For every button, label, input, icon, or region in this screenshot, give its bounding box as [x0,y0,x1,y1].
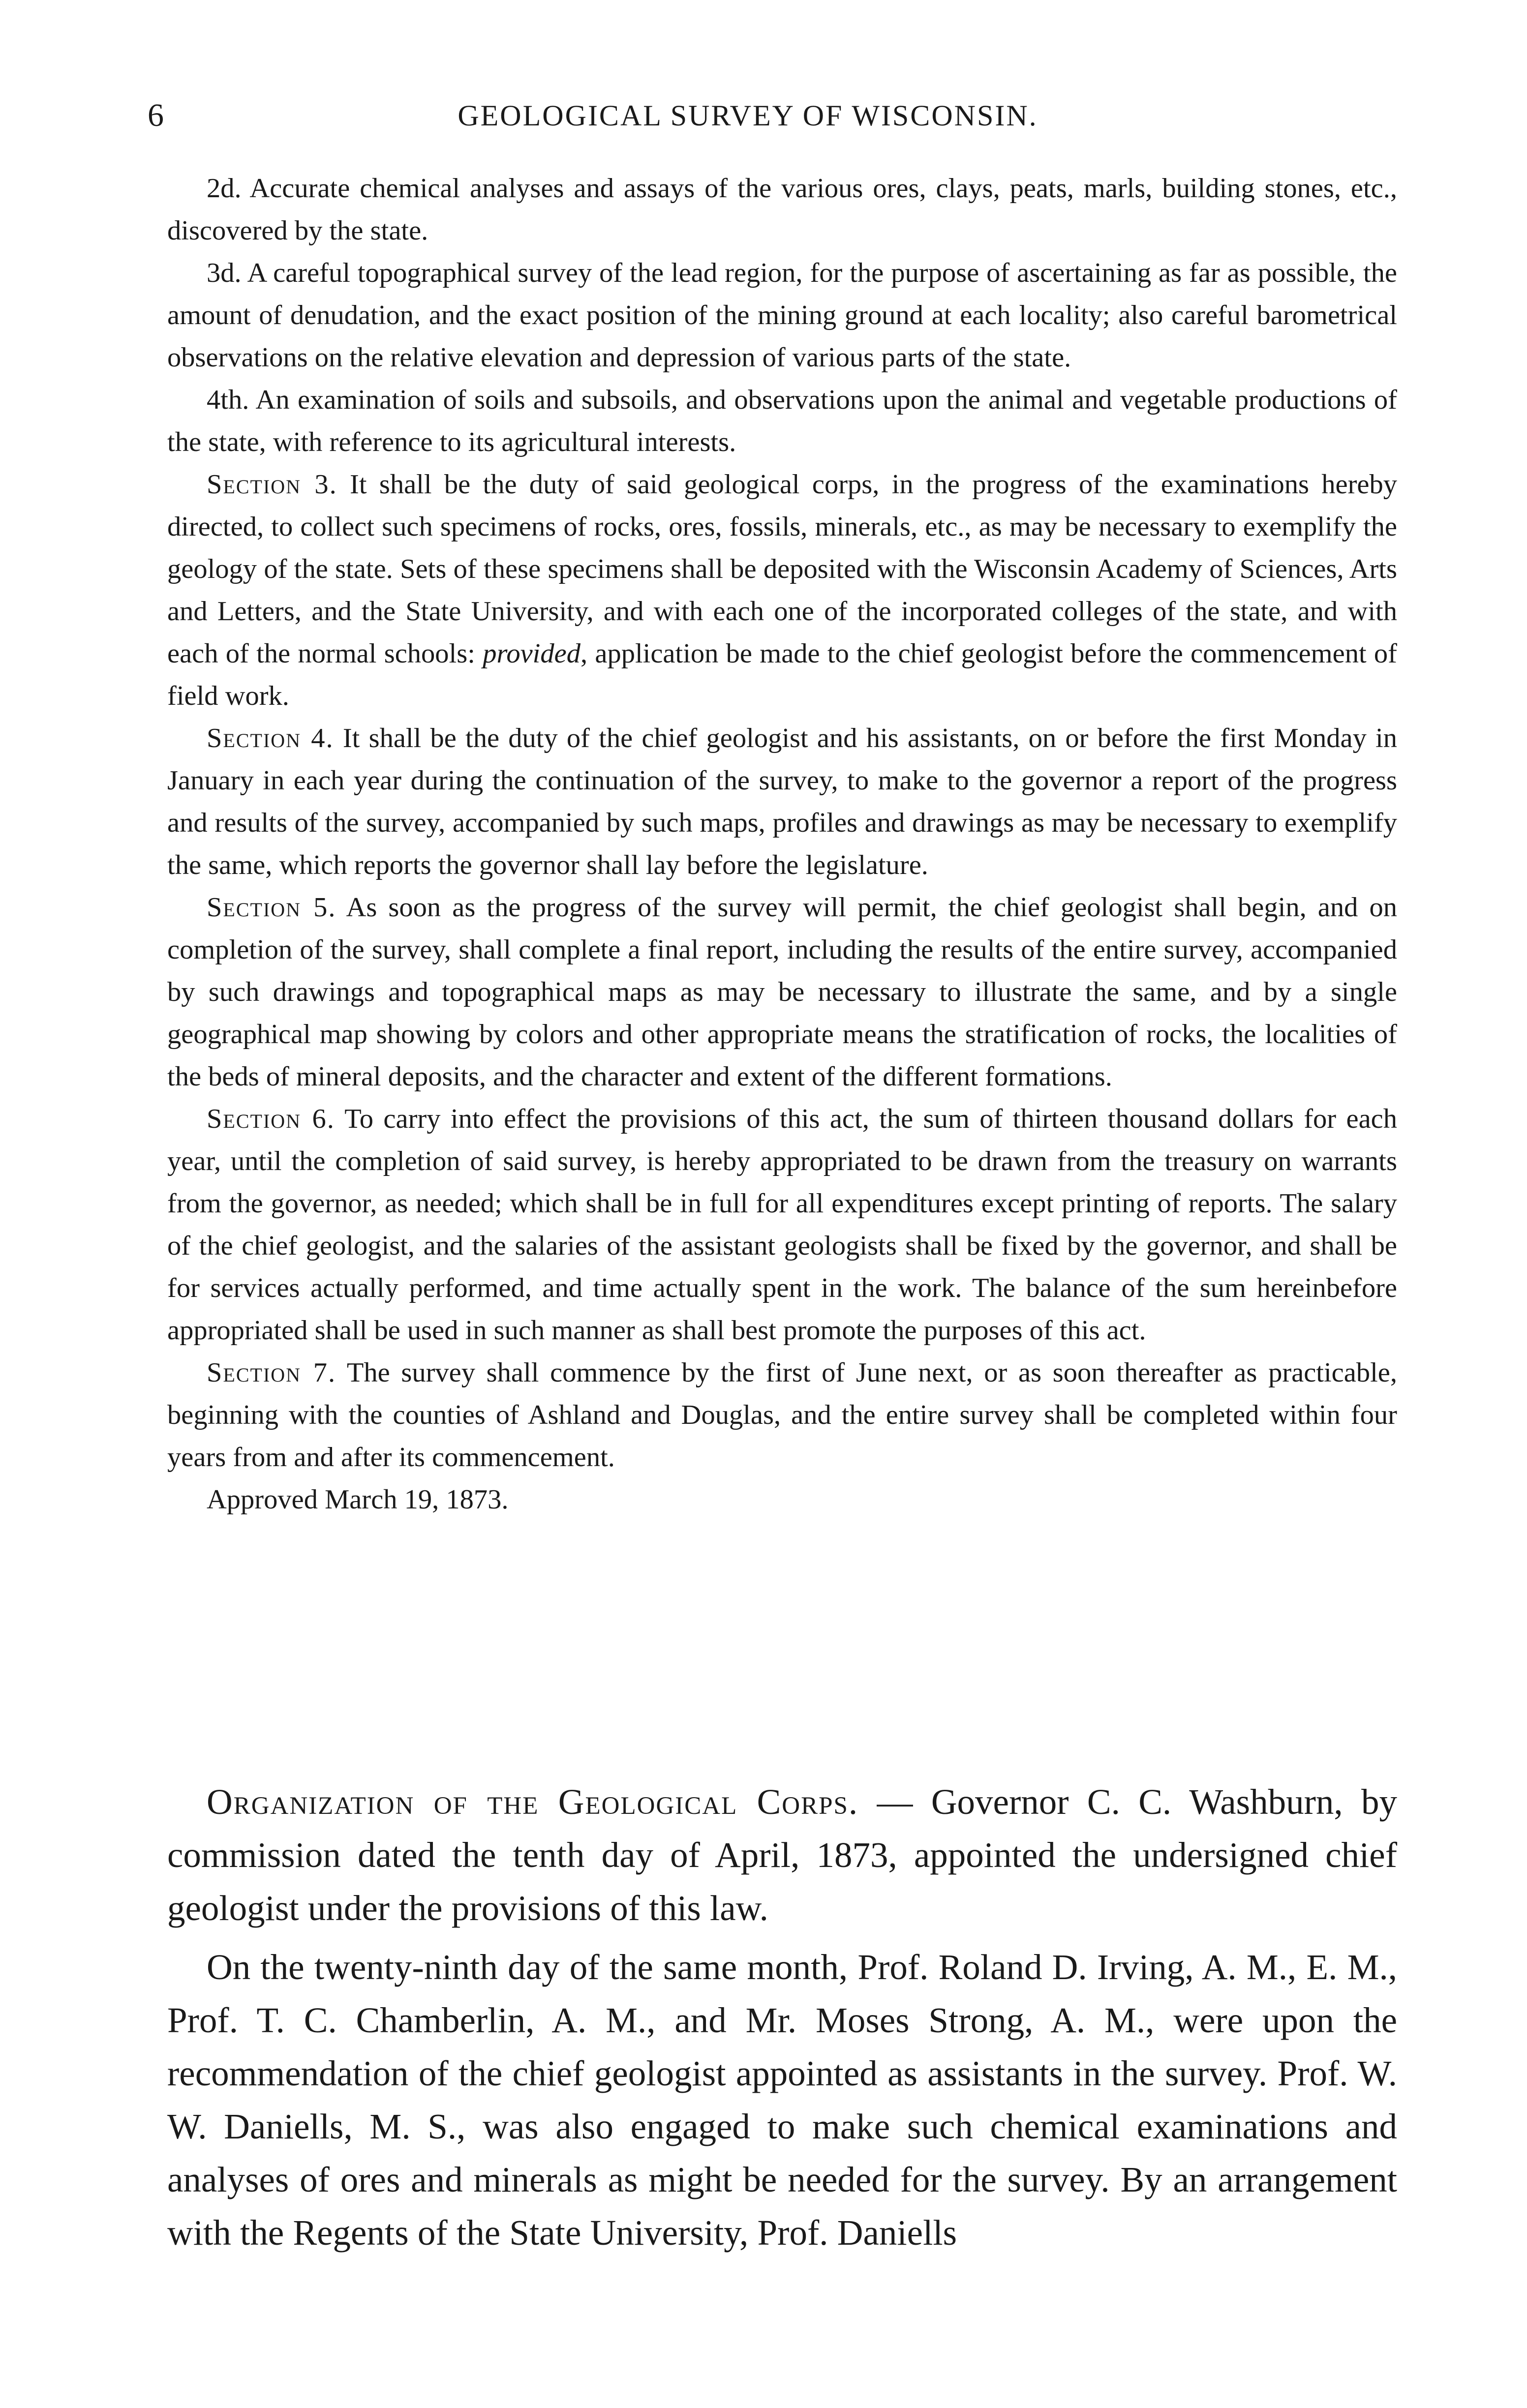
section-6-label: Section 6. [207,1104,335,1134]
section-5 [167,886,1397,1098]
running-title: GEOLOGICAL SURVEY OF WISCONSIN. [458,99,1038,132]
section-5-label: Section 5. [207,892,336,923]
assistants-paragraph: On the twenty-ninth day of the same month, Prof. Roland D. Irving, A. M., E. M., Prof. T. C. Chamberlin, A. M., and Mr. Moses Strong, A. M., were upon the recommendation of the chief geologist appointed as assistants in the survey. Prof. W. W. Daniells, M. S., was also engaged to make such chemical examinations and analyses of ores and minerals as might be needed for the survey. By an arrangement with the Regents of the State University, Prof. Daniells [167,1947,1397,2253]
section-7-label: Section 7. [207,1357,336,1388]
section-4 [167,717,1397,886]
page-number: 6 [148,97,164,133]
organization-paragraph [167,1776,1397,1935]
section-3-italic: provided [483,638,580,669]
section-3-label: Section 3. [207,469,337,500]
section-4-text: It shall be the duty of the chief geologist and his assistants, on or before the first Monday in January in each year during the continuation of the survey, to make to the governor a report of the progress and results of the survey, accompanied by such maps, profiles and drawings as may be necessary to exemplify the same, which reports the governor shall lay before the legislature. [167,723,1397,880]
clause-2d: 2d. Accurate chemical analyses and assays of the various ores, clays, peats, marls, building stones, etc., discovered by the state. [167,173,1397,246]
approval-line: Approved March 19, 1873. [207,1484,509,1515]
running-head [148,93,1397,152]
organization-text: — Governor C. C. Washburn, by commission dated the tenth day of April, 1873, appointed the undersigned chief geologist under the provisions of this law. [167,1782,1397,1928]
section-6 [167,1098,1397,1352]
section-6-text: To carry into effect the provisions of this act, the sum of thirteen thousand dollars for each year, until the completion of said survey, is hereby appropriated to be drawn from the treasury on warrants from the governor, as needed; which shall be in full for all expenditures except printing of reports. The salary of the chief geologist, and the salaries of the assistant geologists shall be fixed by the governor, and shall be for services actually performed, and time actually spent in the work. The balance of the sum hereinbefore appropriated shall be used in such manner as shall best promote the purposes of this act. [167,1104,1397,1346]
report-text [167,1776,1397,2265]
clause-3d: 3d. A careful topographical survey of the lead region, for the purpose of ascertaining as far as possible, the amount of denudation, and the exact position of the mining ground at each locality; also careful barometrical observations on the relative elevation and depression of various parts of the state. [167,258,1397,373]
section-4-label: Section 4. [207,723,334,753]
organization-heading: Organization of the Geological Corps. [207,1782,859,1822]
section-3 [167,463,1397,717]
section-3-text-b: , application be made to the chief geologist before the commencement of field work. [167,638,1397,711]
section-7-text: The survey shall commence by the first of June next, or as soon thereafter as practicable, beginning with the counties of Ashland and Douglas, and the entire survey shall be completed within four years from and after its commencement. [167,1357,1397,1473]
section-3-text-a: It shall be the duty of said geological corps, in the progress of the examinations hereby directed, to collect such specimens of rocks, ores, fossils, minerals, etc., as may be necessary to exemplify the geology of the state. Sets of these specimens shall be deposited with the Wisconsin Academy of Sciences, Arts and Letters, and the State University, and with each one of the incorporated colleges of the state, and with each of the normal schools: [167,469,1397,669]
section-7 [167,1352,1397,1478]
section-5-text: As soon as the progress of the survey will permit, the chief geologist shall begin, and on completion of the survey, shall complete a final report, including the results of the entire survey, accompanied by such drawings and topographical maps as may be necessary to illustrate the same, and by a single geographical map showing by colors and other appropriate means the stratification of rocks, the localities of the beds of mineral deposits, and the character and extent of the different formations. [167,892,1397,1092]
statute-text [167,167,1397,1521]
clause-4th: 4th. An examination of soils and subsoils, and observations upon the animal and vegetable productions of the state, with reference to its agricultural interests. [167,385,1397,457]
